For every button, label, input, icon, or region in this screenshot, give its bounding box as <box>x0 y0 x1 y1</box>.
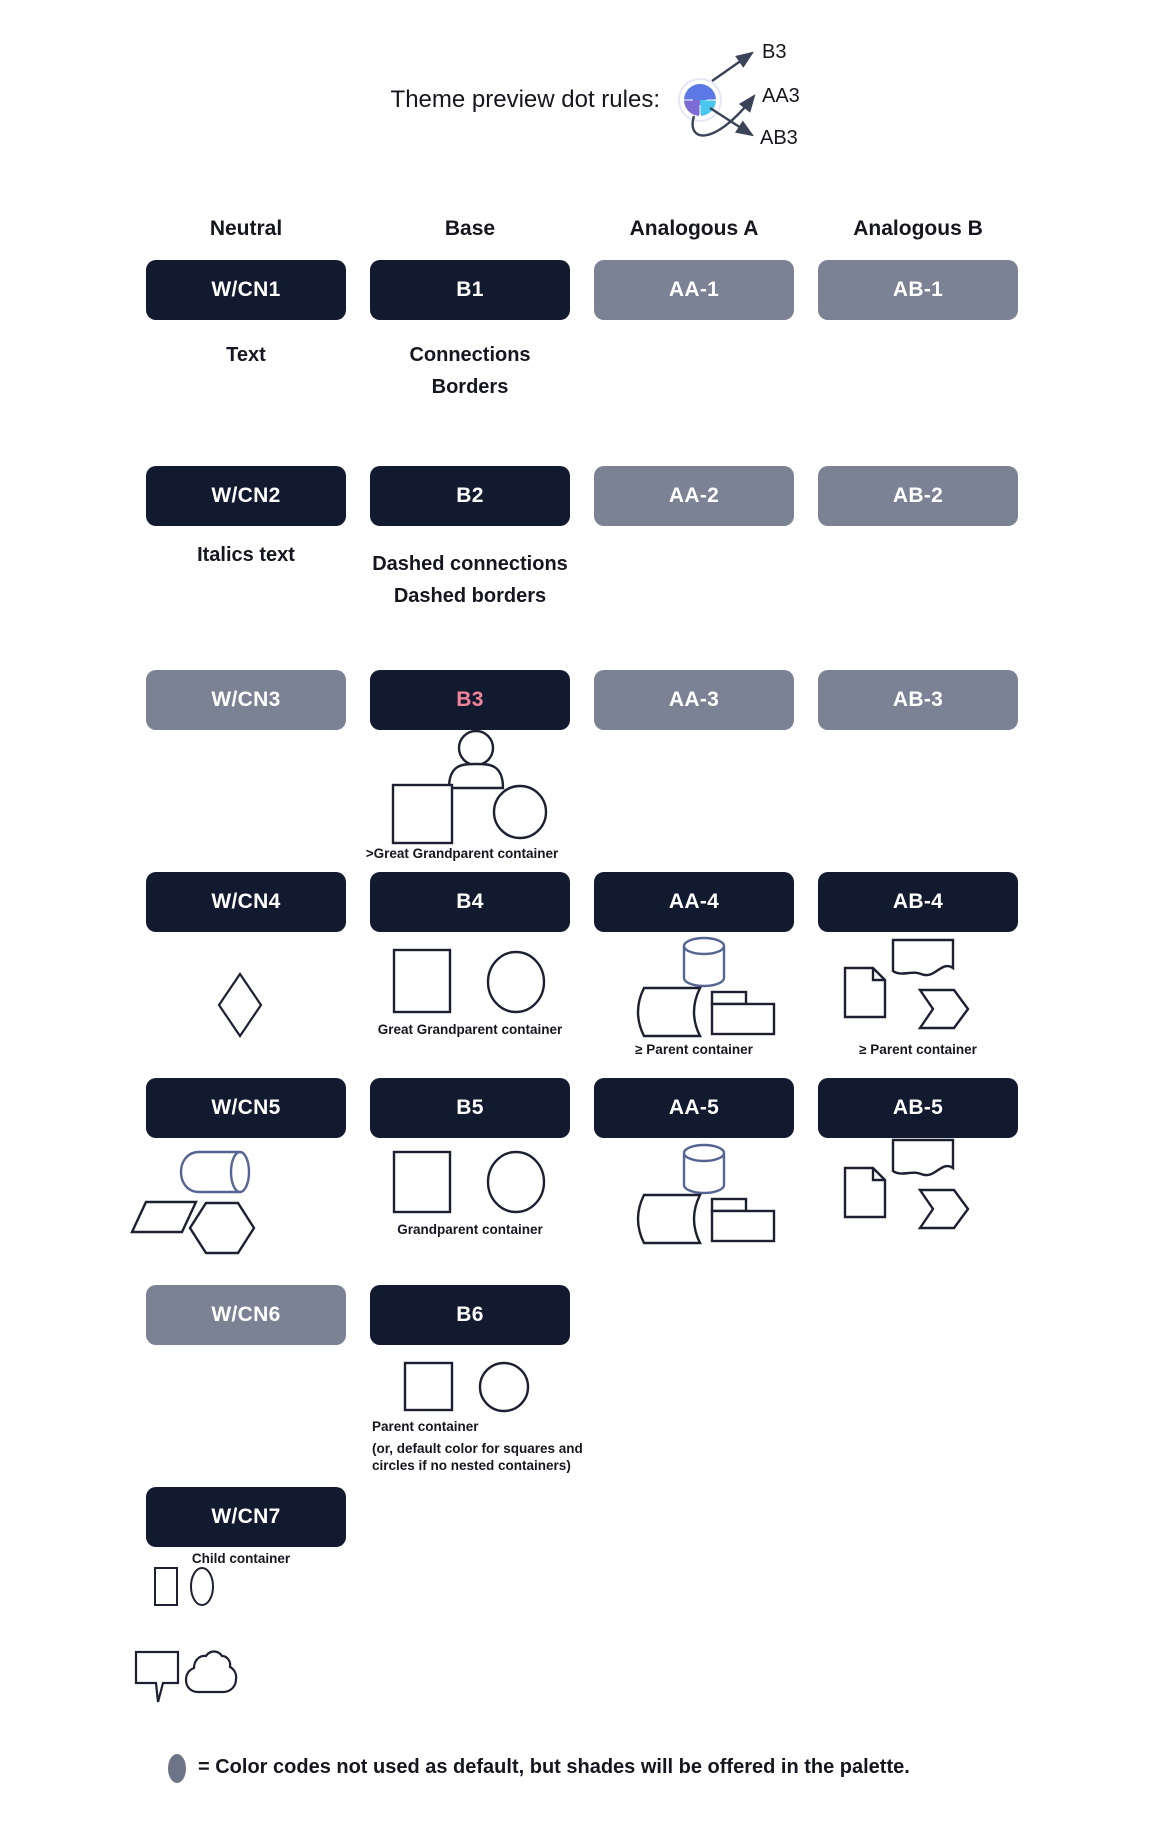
note-parent-line2: circles if no nested containers) <box>372 1458 571 1473</box>
swatch-b4: B4 <box>370 872 570 932</box>
circle-shape <box>488 1152 544 1212</box>
dot-label-ab3: AB3 <box>760 127 798 149</box>
square-shape <box>155 1568 177 1605</box>
note-borders: Borders <box>431 376 509 398</box>
swatch-aa4: AA-4 <box>594 872 794 932</box>
person-shoulders-icon <box>449 764 503 788</box>
swatch-wcn3: W/CN3 <box>146 670 346 730</box>
cloud-shape <box>186 1652 236 1693</box>
column-header-analogous-b: Analogous B <box>853 217 983 240</box>
chevron-banner-shape <box>920 1190 968 1228</box>
swatch-ab5: AB-5 <box>818 1078 1018 1138</box>
chevron-banner-shape <box>920 990 968 1028</box>
note-gte-parent-ab: ≥ Parent container <box>859 1042 977 1057</box>
aa4-shapes <box>630 934 790 1040</box>
swatch-aa2: AA-2 <box>594 466 794 526</box>
note-great-grandparent-gt: >Great Grandparent container <box>365 846 559 861</box>
square-shape <box>394 1152 450 1212</box>
footer-dot-icon <box>168 1754 186 1783</box>
swatch-ab3: AB-3 <box>818 670 1018 730</box>
dot-label-b3: B3 <box>762 41 787 63</box>
square-shape <box>405 1363 452 1410</box>
swatch-wcn4: W/CN4 <box>146 872 346 932</box>
ab5-shapes <box>840 1134 980 1234</box>
column-header-analogous-a: Analogous A <box>629 217 759 240</box>
swatch-b1: B1 <box>370 260 570 320</box>
document-shape <box>845 1168 885 1217</box>
circle-shape <box>480 1363 528 1411</box>
person-icon <box>459 731 493 765</box>
speech-bubble-shape <box>136 1652 178 1702</box>
swatch-b5: B5 <box>370 1078 570 1138</box>
column-header-base: Base <box>444 217 496 240</box>
wcn7-extra-shapes <box>130 1640 250 1710</box>
cylinder-top-icon <box>684 1145 724 1161</box>
swatch-wcn5: W/CN5 <box>146 1078 346 1138</box>
parallelogram-shape <box>132 1202 196 1232</box>
b5-shapes <box>390 1148 560 1220</box>
b3-shapes <box>385 725 565 850</box>
folder-tab-shape <box>712 1199 746 1211</box>
b4-shapes <box>390 946 560 1018</box>
note-parent-line1: (or, default color for squares and <box>372 1441 583 1456</box>
folder-shape <box>712 1004 774 1034</box>
swatch-b2: B2 <box>370 466 570 526</box>
wcn5-shapes <box>125 1140 265 1260</box>
note-dashed-connections: Dashed connections <box>372 553 568 575</box>
swatch-wcn6: W/CN6 <box>146 1285 346 1345</box>
circle-shape <box>488 952 544 1012</box>
wavy-document-shape <box>893 940 953 975</box>
circle-shape <box>494 786 546 838</box>
stored-data-shape <box>638 1195 700 1243</box>
wcn7-shapes <box>150 1562 230 1612</box>
swatch-ab4: AB-4 <box>818 872 1018 932</box>
swatch-aa1: AA-1 <box>594 260 794 320</box>
swatch-b3: B3 <box>370 670 570 730</box>
footer-legend: = Color codes not used as default, but shades will be offered in the palette. <box>198 1756 910 1778</box>
square-shape <box>394 950 450 1012</box>
note-grandparent: Grandparent container <box>397 1222 543 1237</box>
note-dashed-borders: Dashed borders <box>393 585 547 607</box>
note-text: Text <box>226 344 266 366</box>
dot-label-aa3: AA3 <box>762 85 800 107</box>
swatch-aa5: AA-5 <box>594 1078 794 1138</box>
hexagon-shape <box>190 1203 254 1253</box>
wavy-document-shape <box>893 1140 953 1175</box>
wcn4-shapes <box>215 972 275 1042</box>
swatch-wcn1: W/CN1 <box>146 260 346 320</box>
folder-shape <box>712 1211 774 1241</box>
stored-data-shape <box>638 988 700 1036</box>
diamond-shape <box>219 974 261 1036</box>
document-shape <box>845 968 885 1017</box>
page-title: Theme preview dot rules: <box>390 86 660 113</box>
arrow-to-b3 <box>712 53 752 81</box>
note-child-container: Child container <box>191 1551 291 1566</box>
note-great-grandparent: Great Grandparent container <box>377 1022 563 1037</box>
square-shape <box>393 785 452 843</box>
note-italics-text: Italics text <box>197 544 295 566</box>
cylinder-top-icon <box>684 938 724 954</box>
swatch-aa3: AA-3 <box>594 670 794 730</box>
circle-shape <box>191 1568 213 1605</box>
note-connections: Connections <box>409 344 531 366</box>
aa5-shapes <box>630 1141 790 1247</box>
cylinder-end-icon <box>231 1152 249 1192</box>
swatch-ab1: AB-1 <box>818 260 1018 320</box>
folder-tab-shape <box>712 992 746 1004</box>
ab4-shapes <box>840 934 980 1034</box>
swatch-wcn2: W/CN2 <box>146 466 346 526</box>
note-gte-parent-aa: ≥ Parent container <box>635 1042 753 1057</box>
swatch-wcn7: W/CN7 <box>146 1487 346 1547</box>
note-parent-container: Parent container <box>372 1419 479 1434</box>
swatch-ab2: AB-2 <box>818 466 1018 526</box>
b6-shapes <box>400 1358 540 1416</box>
swatch-b6: B6 <box>370 1285 570 1345</box>
column-header-neutral: Neutral <box>209 217 283 240</box>
